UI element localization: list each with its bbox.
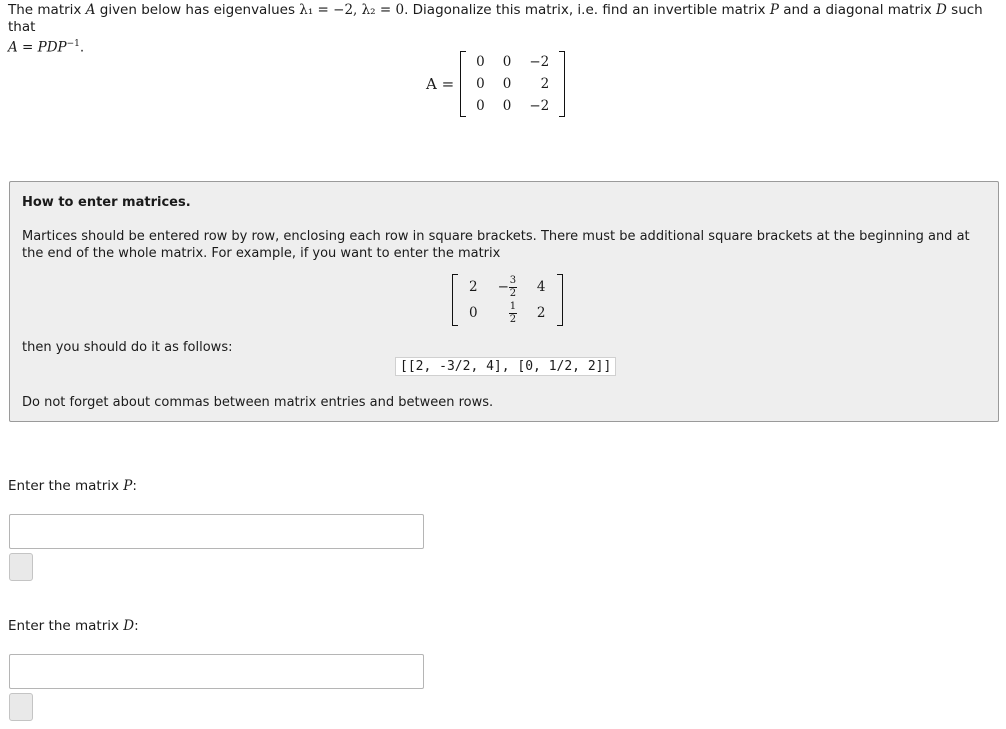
problem-text: . Diagonalize this matrix, i.e. find an invertible matrix — [404, 2, 770, 18]
example-matrix — [452, 274, 563, 326]
matrix-cell: 0 — [502, 54, 512, 70]
problem-text: such that — [8, 2, 983, 35]
numerator: 3 — [509, 274, 517, 286]
matrix-cell: 4 — [536, 279, 546, 295]
fraction — [509, 302, 517, 325]
matrix-cell: 2 — [536, 305, 546, 321]
problem-text: given below has eigenvalues — [95, 2, 300, 18]
matrix-cell: 0 — [502, 76, 512, 92]
matrix-P-check-button[interactable] — [9, 553, 33, 581]
howto-then-text: then you should do it as follows: — [22, 340, 233, 355]
label-text: Enter the matrix — [8, 618, 124, 634]
denominator: 2 — [509, 287, 517, 299]
matrix-D-label — [8, 618, 139, 634]
matrix-cell: 0 — [476, 98, 485, 114]
matrix-A-label: A = — [426, 75, 455, 93]
howto-title: How to enter matrices. — [22, 195, 191, 210]
eigenvalues: λ₁ = −2, λ₂ = 0 — [299, 2, 405, 18]
matrix-A-brackets — [460, 51, 565, 117]
var-D: D — [936, 2, 947, 18]
matrix-cell: 0 — [502, 98, 512, 114]
matrix-cell: −2 — [529, 54, 550, 70]
matrix-cell: 2 — [469, 279, 478, 295]
label-text: Enter the matrix — [8, 478, 124, 494]
var-D: D — [123, 618, 135, 634]
matrix-cell: 0 — [469, 305, 478, 321]
matrix-D-check-button[interactable] — [9, 693, 33, 721]
howto-warning: Do not forget about commas between matrix entries and between rows. — [22, 395, 494, 410]
colon: : — [134, 618, 139, 634]
matrix-P-label — [8, 478, 137, 494]
matrix-P-input[interactable] — [9, 514, 424, 549]
matrix-A — [426, 52, 565, 116]
problem-text: The matrix — [8, 2, 86, 18]
minus-sign: − — [497, 278, 509, 295]
how-to-enter-matrices-box — [9, 181, 999, 422]
matrix-cell — [488, 300, 527, 326]
denominator: 2 — [509, 313, 517, 325]
matrix-cell: −2 — [529, 98, 550, 114]
var-P: P — [769, 2, 779, 18]
example-code: [[2, -3/2, 4], [0, 1/2, 2]] — [395, 357, 616, 376]
numerator: 1 — [509, 300, 517, 312]
matrix-D-input[interactable] — [9, 654, 424, 689]
problem-text: and a diagonal matrix — [778, 2, 937, 18]
period: . — [79, 39, 85, 56]
problem-statement — [8, 2, 993, 57]
howto-paragraph: Martices should be entered row by row, enclosing each row in square brackets. There must be additional square brackets at the beginning and at the end of the whole matrix. For example, if you want to enter the matrix — [22, 229, 970, 261]
colon: : — [132, 478, 137, 494]
matrix-cell: 0 — [476, 76, 485, 92]
var-P: P — [123, 478, 133, 494]
matrix-cell: 2 — [540, 76, 550, 92]
inverse-exponent: −1 — [66, 39, 80, 49]
fraction — [509, 276, 517, 299]
matrix-cell — [488, 274, 527, 300]
matrix-cell: 0 — [476, 54, 485, 70]
diagonalization-equation: A = PDP — [8, 39, 67, 56]
var-A: A — [85, 2, 96, 18]
